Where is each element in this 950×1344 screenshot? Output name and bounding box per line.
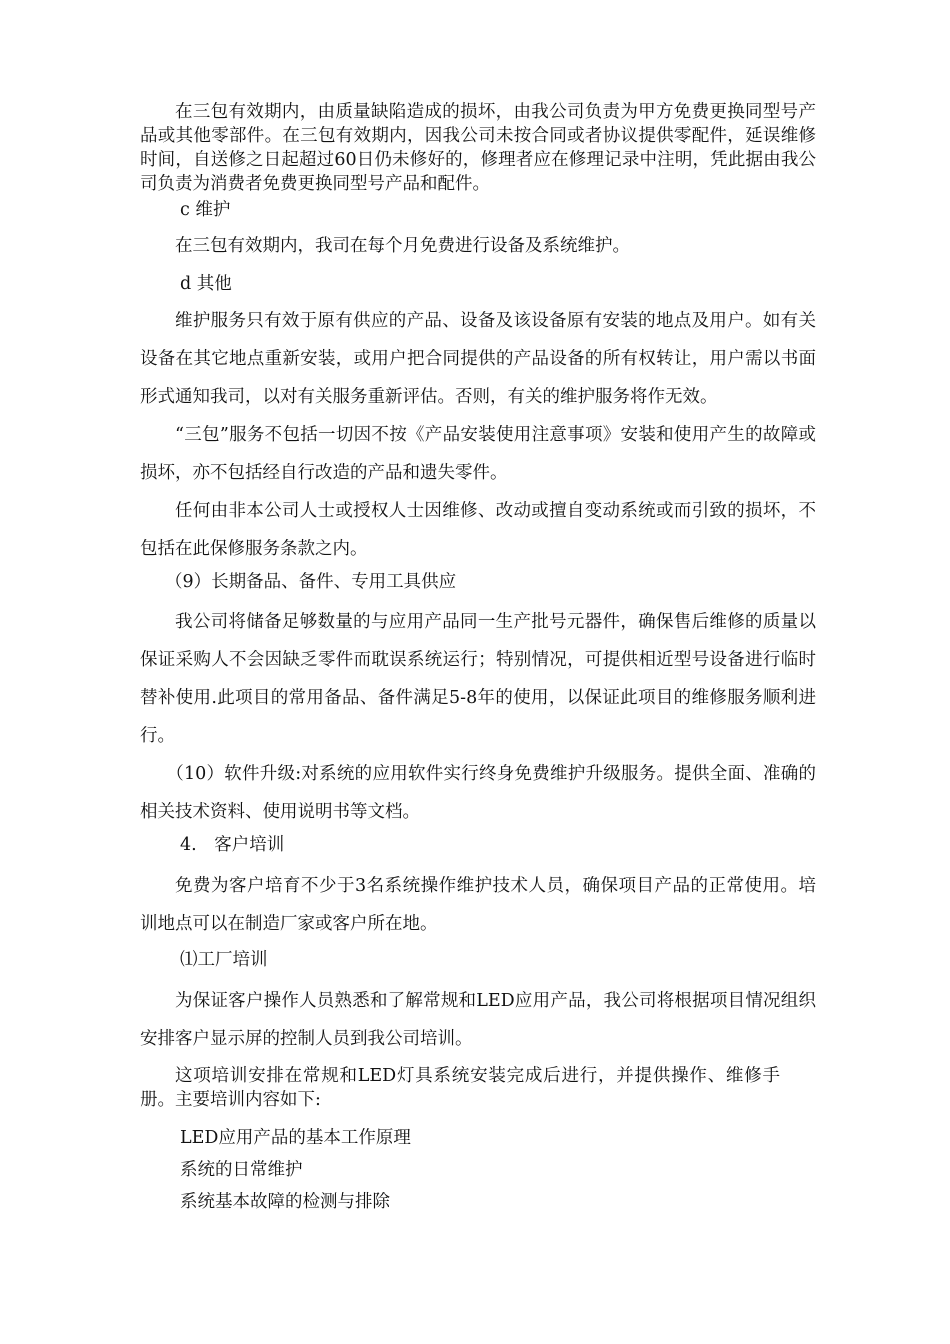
paragraph-unauthorized-repair: 任何由非本公司人士或授权人士因维修、改动或擅自变动系统或而引致的损坏，不包括在此保修服务条款之内。: [140, 501, 816, 559]
heading-1-factory-training: ⑴工厂培训: [180, 950, 268, 970]
paragraph-spare-parts-supply: 我公司将储备足够数量的与应用产品同一生产批号元器件，确保售后维修的质量以保证采购人不会因缺乏零件而耽误系统运行；特别情况，可提供相近型号设备进行临时替补使用.此项目的常用备品、备件满足5-8年的使用，以保证此项目的维修服务顺利进行。: [140, 612, 816, 746]
paragraph-training-schedule: 这项培训安排在常规和LED灯具系统安装完成后进行，并提供操作、维修手册。主要培训内容如下:: [140, 1066, 780, 1110]
paragraph-factory-training: 为保证客户操作人员熟悉和了解常规和LED应用产品，我公司将根据项目情况组织安排客户显示屏的控制人员到我公司培训。: [140, 991, 816, 1049]
training-item: 系统的日常维护: [180, 1160, 303, 1180]
paragraph-10-software-upgrade: （10）软件升级:对系统的应用软件实行终身免费维护升级服务。提供全面、准确的相关技术资料、使用说明书等文档。: [140, 764, 816, 822]
training-item: 系统基本故障的检测与排除: [180, 1192, 390, 1212]
paragraph-warranty-replacement: 在三包有效期内，由质量缺陷造成的损坏，由我公司负责为甲方免费更换同型号产品或其他零部件。在三包有效期内，因我公司未按合同或者协议提供零配件，延误维修时间，自送修之日起超过60日仍未修好的，修理者应在修理记录中注明，凭此据由我公司负责为消费者免费更换同型号产品和配件。: [140, 102, 816, 194]
heading-4-customer-training: 4. 客户培训: [180, 835, 285, 855]
heading-d-other: d 其他: [180, 274, 232, 294]
paragraph-monthly-maintenance: 在三包有效期内，我司在每个月免费进行设备及系统维护。: [175, 236, 630, 256]
heading-9-spare-parts: （9）长期备品、备件、专用工具供应: [165, 572, 457, 592]
paragraph-service-scope: 维护服务只有效于原有供应的产品、设备及该设备原有安装的地点及用户。如有关设备在其它地点重新安装，或用户把合同提供的产品设备的所有权转让，用户需以书面形式通知我司，以对有关服务重新评估。否则，有关的维护服务将作无效。: [140, 311, 816, 407]
training-item: LED应用产品的基本工作原理: [180, 1128, 411, 1148]
paragraph-training-staff: 免费为客户培育不少于3名系统操作维护技术人员，确保项目产品的正常使用。培训地点可以在制造厂家或客户所在地。: [140, 876, 816, 934]
heading-c-maintenance: c 维护: [180, 200, 231, 220]
paragraph-three-guarantees-exclusion: “三包”服务不包括一切因不按《产品安装使用注意事项》安装和使用产生的故障或损坏，亦不包括经自行改造的产品和遗失零件。: [140, 425, 816, 483]
